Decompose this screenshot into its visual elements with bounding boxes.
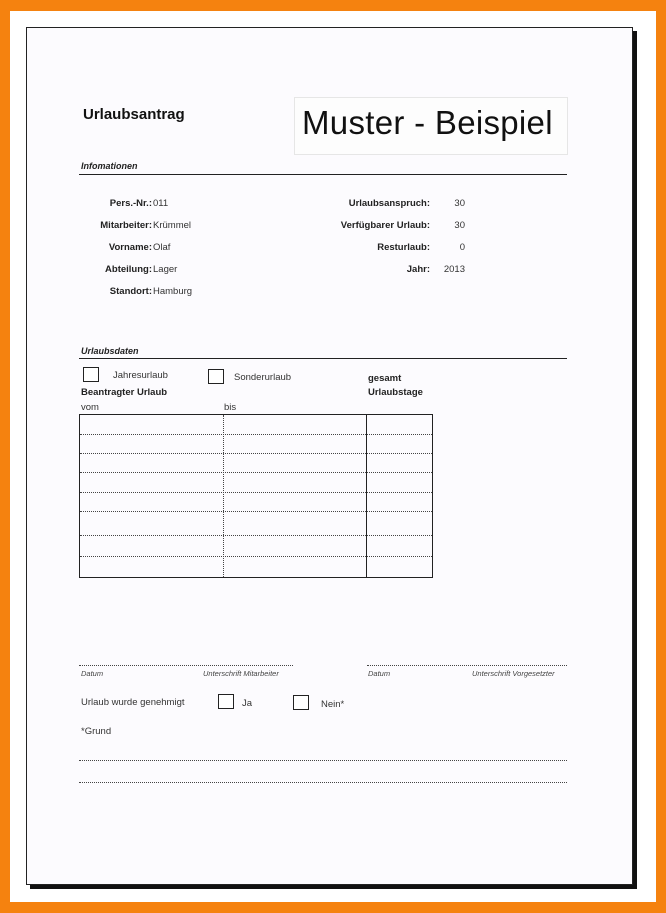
table-row-line xyxy=(80,535,432,536)
form-sheet xyxy=(26,27,633,885)
section-information-rule xyxy=(79,174,567,175)
remaining-value: 0 xyxy=(459,242,465,253)
approval-question: Urlaub wurde genehmigt xyxy=(81,697,185,708)
annual-leave-checkbox[interactable] xyxy=(83,367,99,382)
pers-nr-value: 011 xyxy=(153,198,169,209)
reason-line-2[interactable] xyxy=(79,782,567,783)
table-divider-from-to xyxy=(223,415,224,577)
approval-yes-label: Ja xyxy=(242,698,253,709)
date-right-caption: Datum xyxy=(368,669,391,678)
total-label-line2: Urlaubstage xyxy=(368,387,423,398)
special-leave-checkbox[interactable] xyxy=(208,369,224,384)
firstname-label: Vorname: xyxy=(108,242,152,253)
employee-value: Krümmel xyxy=(153,220,192,231)
employee-signature-line[interactable] xyxy=(79,665,293,666)
employee-label: Mitarbeiter: xyxy=(100,220,152,231)
total-label-line1: gesamt xyxy=(368,373,402,384)
remaining-label: Resturlaub: xyxy=(377,242,430,253)
firstname-value: Olaf xyxy=(153,242,171,253)
requested-leave-label: Beantragter Urlaub xyxy=(81,387,168,398)
section-information-label: Infomationen xyxy=(81,161,138,171)
entitlement-value: 30 xyxy=(454,198,465,209)
watermark-text: Muster - Beispiel xyxy=(302,104,553,141)
entitlement-label: Urlaubsanspruch: xyxy=(348,198,430,209)
vacation-dates-table xyxy=(79,414,433,578)
supervisor-signature-caption: Unterschrift Vorgesetzter xyxy=(472,669,555,678)
table-divider-total xyxy=(366,415,367,577)
supervisor-signature-line[interactable] xyxy=(367,665,567,666)
form-title: Urlaubsantrag xyxy=(83,106,185,123)
approval-yes-checkbox[interactable] xyxy=(218,694,234,709)
column-to-label: bis xyxy=(224,402,237,413)
table-row-line xyxy=(80,434,432,435)
employee-signature-caption: Unterschrift Mitarbeiter xyxy=(203,669,279,678)
approval-no-checkbox[interactable] xyxy=(293,695,309,710)
department-value: Lager xyxy=(153,264,178,275)
year-label: Jahr: xyxy=(406,264,430,275)
available-value: 30 xyxy=(454,220,465,231)
special-leave-label: Sonderurlaub xyxy=(234,372,292,383)
table-row-line xyxy=(80,511,432,512)
table-row-line xyxy=(80,472,432,473)
year-value: 2013 xyxy=(443,264,465,275)
approval-no-label: Nein* xyxy=(321,699,345,710)
column-from-label: vom xyxy=(81,402,99,413)
date-left-caption: Datum xyxy=(81,669,104,678)
reason-line-1[interactable] xyxy=(79,760,567,761)
section-vacation-label: Urlaubsdaten xyxy=(81,346,139,356)
department-label: Abteilung: xyxy=(105,264,152,275)
table-row-line xyxy=(80,556,432,557)
section-vacation-rule xyxy=(79,358,567,359)
location-value: Hamburg xyxy=(153,286,193,297)
pers-nr-label: Pers.-Nr.: xyxy=(109,198,152,209)
annual-leave-label: Jahresurlaub xyxy=(113,370,168,381)
location-label: Standort: xyxy=(109,286,152,297)
reason-label: *Grund xyxy=(81,726,112,737)
available-label: Verfügbarer Urlaub: xyxy=(340,220,430,231)
table-row-line xyxy=(80,492,432,493)
table-row-line xyxy=(80,453,432,454)
